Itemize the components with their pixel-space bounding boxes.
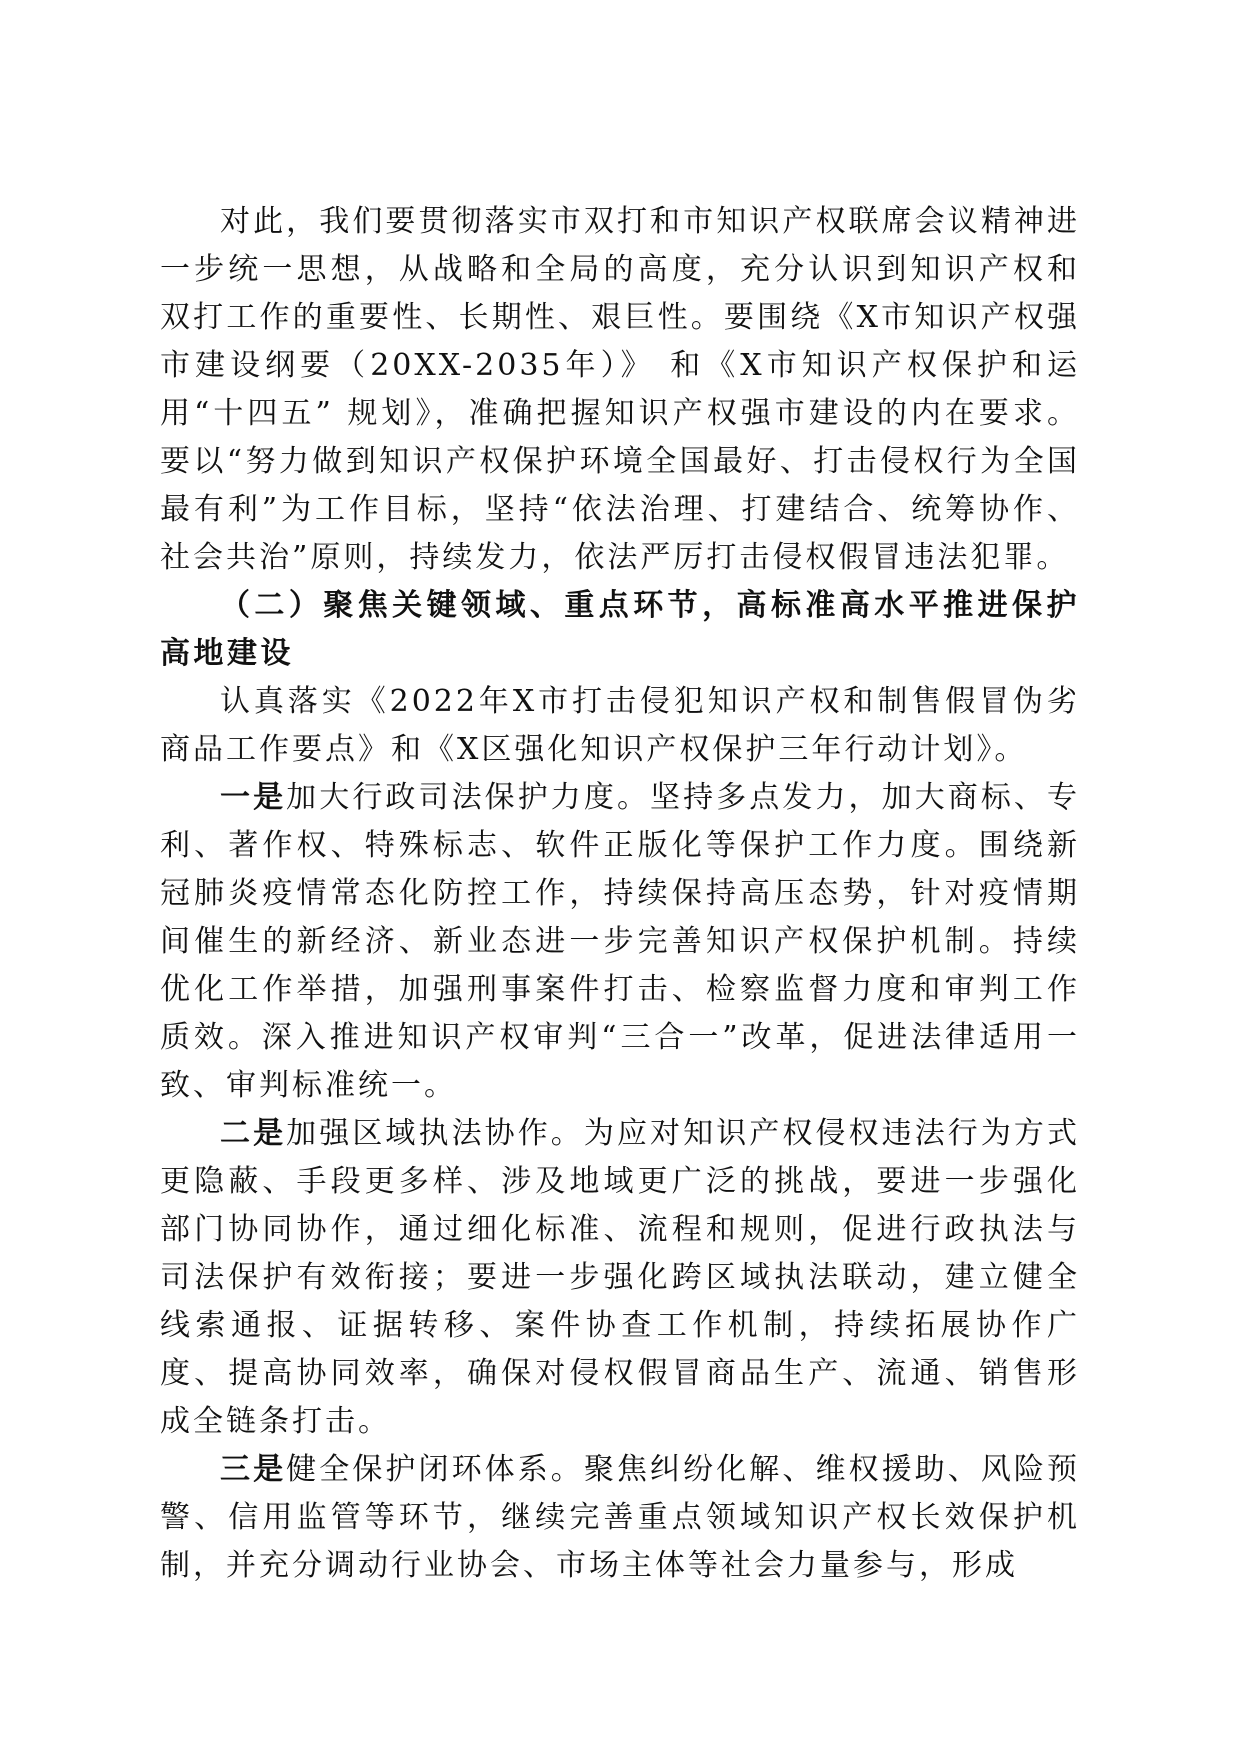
paragraph-item-3 [160,1446,1080,1590]
item-2-text: 加强区域执法协作。为应对知识产权侵权违法行为方式更隐蔽、手段更多样、涉及地域更广泛的挑战，要进一步强化部门协同协作，通过细化标准、流程和规则，促进行政执法与司法保护有效衔接；要进一步强化跨区域执法联动，建立健全线索通报、证据转移、案件协查工作机制，持续拓展协作广度、提高协同效率，确保对侵权假冒商品生产、流通、销售形成全链条打击。 [160,1116,1081,1439]
paragraph-item-1 [160,774,1080,1110]
item-3-text: 健全保护闭环体系。聚焦纠纷化解、维权援助、风险预警、信用监管等环节，继续完善重点领域知识产权长效保护机制，并充分调动行业协会、市场主体等社会力量参与，形成 [160,1452,1081,1583]
item-1-lead: 一是 [220,780,287,815]
item-2-lead: 二是 [220,1116,287,1151]
section-heading-2: （二）聚焦关键领域、重点环节，高标准高水平推进保护高地建设 [160,588,1080,671]
paragraph-implementation: 认真落实《2022年X市打击侵犯知识产权和制售假冒伪劣商品工作要点》和《X区强化知识产权保护三年行动计划》。 [160,684,1080,767]
document-page [160,198,1080,1590]
paragraph-intro: 对此，我们要贯彻落实市双打和市知识产权联席会议精神进一步统一思想，从战略和全局的高度，充分认识到知识产权和双打工作的重要性、长期性、艰巨性。要围绕《X市知识产权强市建设纲要（20XX-2035年）》 和《X市知识产权保护和运用“十四五” 规划》，准确把握知识产权强市建设的内在要求。要以“努力做到知识产权保护环境全国最好、打击侵权行为全国最有利”为工作目标，坚持“依法治理、打建结合、统筹协作、社会共治”原则，持续发力，依法严厉打击侵权假冒违法犯罪。 [160,204,1080,575]
item-3-lead: 三是 [220,1452,287,1487]
item-1-text: 加大行政司法保护力度。坚持多点发力，加大商标、专利、著作权、特殊标志、软件正版化等保护工作力度。围绕新冠肺炎疫情常态化防控工作，持续保持高压态势，针对疫情期间催生的新经济、新业态进一步完善知识产权保护机制。持续优化工作举措，加强刑事案件打击、检察监督力度和审判工作质效。深入推进知识产权审判“三合一”改革，促进法律适用一致、审判标准统一。 [160,780,1081,1103]
paragraph-item-2 [160,1110,1080,1446]
